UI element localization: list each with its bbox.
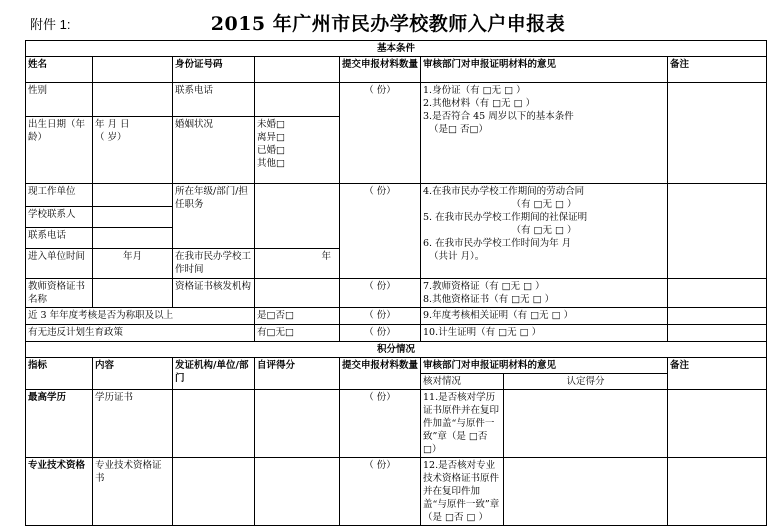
cert-org-label: 资格证书核发机构	[173, 279, 255, 308]
opinion-item-4-choice: （有 □无 □ ）	[511, 199, 577, 210]
education-issuer-field[interactable]	[173, 390, 255, 458]
id-label: 身份证号码	[173, 57, 255, 83]
opinion-block-1	[421, 83, 668, 184]
opinion-item-5-choice: （有 □无 □ ）	[511, 225, 577, 236]
submit-count-4[interactable]: （ 份）	[340, 308, 421, 325]
tech-qualification-content: 专业技术资格证书	[93, 458, 173, 526]
family-planning-options[interactable]: 有□无□	[255, 325, 340, 342]
id-field[interactable]	[255, 57, 340, 83]
birth-label: 出生日期（年龄）	[26, 117, 93, 184]
opinion-item-10: 10.计生证明（有 □无 □ ）	[421, 325, 668, 342]
opinion-item-5: 5. 在我市民办学校工作期间的社保证明	[423, 212, 588, 223]
birth-age-value: （ 岁）	[95, 132, 127, 143]
birth-field[interactable]	[93, 117, 173, 184]
tech-qualification-label: 专业技术资格	[26, 458, 93, 526]
page-header	[0, 0, 776, 40]
opinion-item-4: 4.在我市民办学校工作期间的劳动合同	[423, 186, 585, 197]
appraisal-options[interactable]: 是□否□	[255, 308, 340, 325]
phone-field[interactable]	[255, 83, 340, 117]
opinion-item-2: 2.其他材料（有 □无 □ ）	[423, 98, 536, 109]
education-confirm-score-field[interactable]	[504, 390, 668, 458]
content-header: 内容	[93, 358, 173, 390]
marriage-label: 婚姻状况	[173, 117, 255, 184]
remark-cell-5[interactable]	[668, 325, 767, 342]
family-planning-label: 有无违反计划生育政策	[26, 325, 255, 342]
submit-count-5[interactable]: （ 份）	[340, 325, 421, 342]
confirm-score-header: 认定得分	[504, 374, 668, 390]
submit-count-2[interactable]: （ 份）	[340, 184, 421, 279]
submit-count-3[interactable]: （ 份）	[340, 279, 421, 308]
gender-field[interactable]	[93, 83, 173, 117]
work-time-field[interactable]: 年	[255, 249, 340, 279]
remark-cell-3[interactable]	[668, 279, 767, 308]
submit-count-1[interactable]: （ 份）	[340, 83, 421, 184]
check-header: 核对情况	[421, 374, 504, 390]
education-check: 11.是否核对学历证书原件并在复印件加盖“与原件一致”章（是 □否 □）	[421, 390, 504, 458]
basic-section-title: 基本条件	[26, 41, 767, 57]
school-contact-field[interactable]	[93, 207, 173, 228]
remark-cell-4[interactable]	[668, 308, 767, 325]
remark-header: 备注	[668, 57, 767, 83]
score-opinion-header: 审核部门对申报证明材料的意见	[421, 358, 668, 374]
marriage-option-married[interactable]: 已婚□	[257, 145, 285, 156]
work-unit-field[interactable]	[93, 184, 173, 207]
marriage-option-divorced[interactable]: 离异□	[257, 132, 285, 143]
score-remark-header: 备注	[668, 358, 767, 390]
opinion-item-8: 8.其他资格证书（有 □无 □ ）	[423, 294, 555, 305]
cert-org-field[interactable]	[255, 279, 340, 308]
name-field[interactable]	[93, 57, 173, 83]
opinion-item-7: 7.教师资格证（有 □无 □ ）	[423, 281, 545, 292]
score-section-title: 积分情况	[26, 342, 767, 358]
phone-label: 联系电话	[173, 83, 255, 117]
birth-date-value: 年 月 日	[95, 119, 130, 130]
education-submit-count[interactable]: （ 份）	[340, 390, 421, 458]
work-time-label: 在我市民办学校工作时间	[173, 249, 255, 279]
education-self-score-field[interactable]	[255, 390, 340, 458]
cert-name-label: 教师资格证书名称	[26, 279, 93, 308]
tech-confirm-score-field[interactable]	[504, 458, 668, 526]
opinion-block-3	[421, 279, 668, 308]
application-form-table	[25, 40, 767, 526]
issuer-header: 发证机构/单位/部门	[173, 358, 255, 390]
attachment-label: 附件 1:	[30, 17, 71, 32]
entry-time-label: 进入单位时间	[26, 249, 93, 279]
marriage-option-single[interactable]: 未婚□	[257, 119, 285, 130]
opinion-block-2	[421, 184, 668, 279]
indicator-header: 指标	[26, 358, 93, 390]
education-label: 最高学历	[26, 390, 93, 458]
tech-check: 12.是否核对专业技术资格证书原件并在复印件加盖“与原件一致”章（是 □否 □ ）	[421, 458, 504, 526]
work-unit-label: 现工作单位	[26, 184, 93, 207]
opinion-item-1: 1.身份证（有 □无 □ ）	[423, 85, 526, 96]
self-score-header: 自评得分	[255, 358, 340, 390]
tech-remark-field[interactable]	[668, 458, 767, 526]
education-content: 学历证书	[93, 390, 173, 458]
contact-phone-label: 联系电话	[26, 228, 93, 249]
tech-submit-count[interactable]: （ 份）	[340, 458, 421, 526]
gender-label: 性别	[26, 83, 93, 117]
submit-count-header: 提交申报材料数量	[340, 57, 421, 83]
tech-self-score-field[interactable]	[255, 458, 340, 526]
marriage-option-other[interactable]: 其他□	[257, 158, 285, 169]
grade-post-field[interactable]	[255, 184, 340, 249]
opinion-item-6-total: （共计 月）。	[429, 251, 485, 262]
score-submit-header: 提交申报材料数量	[340, 358, 421, 390]
opinion-item-6: 6. 在我市民办学校工作时间为年 月	[423, 238, 572, 249]
contact-phone-field[interactable]	[93, 228, 173, 249]
entry-time-field[interactable]: 年月	[93, 249, 173, 279]
grade-post-label: 所在年级/部门/担任职务	[173, 184, 255, 249]
remark-cell-1[interactable]	[668, 83, 767, 184]
remark-cell-2[interactable]	[668, 184, 767, 279]
cert-name-field[interactable]	[93, 279, 173, 308]
opinion-item-9: 9.年度考核相关证明（有 □无 □ ）	[421, 308, 668, 325]
opinion-header: 审核部门对申报证明材料的意见	[421, 57, 668, 83]
education-remark-field[interactable]	[668, 390, 767, 458]
name-label: 姓名	[26, 57, 93, 83]
form-title: 2015 年广州市民办学校教师入户申报表	[210, 13, 566, 35]
opinion-item-3: 3.是否符合 45 周岁以下的基本条件	[423, 111, 574, 122]
marriage-options[interactable]	[255, 117, 340, 184]
tech-issuer-field[interactable]	[173, 458, 255, 526]
school-contact-label: 学校联系人	[26, 207, 93, 228]
opinion-item-3-choice: （是□ 否□）	[429, 124, 488, 135]
appraisal-label: 近 3 年年度考核是否为称职及以上	[26, 308, 255, 325]
